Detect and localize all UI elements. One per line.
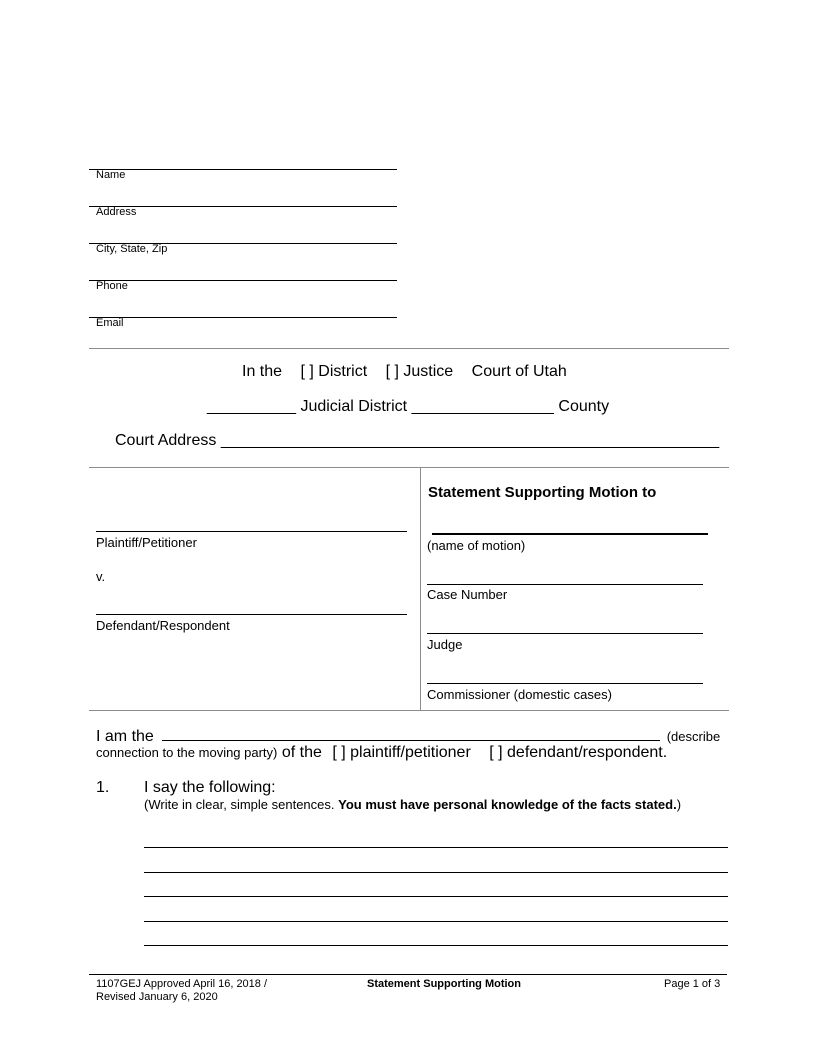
judge-line[interactable] — [427, 633, 703, 634]
caption-top-border — [89, 467, 729, 468]
in-the-text: In the — [242, 363, 283, 380]
instruction-close: ) — [676, 797, 682, 812]
footer-title: Statement Supporting Motion — [367, 978, 521, 990]
case-number-label: Case Number — [427, 587, 508, 602]
phone-label: Phone — [96, 280, 128, 292]
document-title: Statement Supporting Motion to — [428, 484, 657, 501]
name-of-motion-label: (name of motion) — [427, 538, 526, 553]
commissioner-line[interactable] — [427, 683, 703, 684]
footer-revised: Revised January 6, 2020 — [96, 991, 218, 1003]
city-label: City, State, Zip — [96, 243, 168, 255]
judge-label: Judge — [427, 637, 463, 652]
footer-page-number: Page 1 of 3 — [664, 978, 721, 990]
answer-line[interactable] — [144, 945, 728, 946]
court-of-utah: Court of Utah — [471, 363, 567, 380]
plaintiff-line[interactable] — [96, 531, 407, 532]
footer-form-id: 1107GEJ Approved April 16, 2018 / — [96, 978, 268, 990]
item-heading: I say the following: — [144, 779, 276, 796]
name-label: Name — [96, 169, 126, 181]
case-number-line[interactable] — [427, 584, 703, 585]
judicial-district-line — [207, 398, 609, 416]
answer-line[interactable] — [144, 921, 728, 922]
motion-name-line[interactable] — [432, 533, 708, 535]
i-am-the-text: I am the — [96, 728, 154, 745]
court-address-line — [115, 432, 719, 450]
county-text: County — [558, 398, 610, 415]
plaintiff-checkbox[interactable]: [ ] plaintiff/petitioner — [332, 744, 471, 761]
relationship-blank[interactable] — [162, 726, 660, 741]
district-checkbox[interactable]: [ ] District — [300, 363, 368, 380]
court-line — [242, 363, 567, 381]
phone-line[interactable] — [89, 280, 397, 281]
instruction-plain: (Write in clear, simple sentences. — [144, 797, 335, 812]
answer-line[interactable] — [144, 847, 728, 848]
instruction-bold: You must have personal knowledge of the facts stated. — [338, 797, 677, 812]
court-address-label: Court Address — [115, 432, 217, 449]
instruction-text — [144, 797, 681, 812]
versus-text: v. — [96, 569, 106, 584]
defendant-checkbox[interactable]: [ ] defendant/respondent. — [489, 744, 668, 761]
party-line — [96, 744, 667, 762]
judicial-district-blank[interactable]: __________ — [207, 398, 296, 415]
address-label: Address — [96, 206, 137, 218]
court-address-blank[interactable]: ________________________________________________________ — [220, 432, 720, 449]
defendant-label: Defendant/Respondent — [96, 618, 230, 633]
email-line[interactable] — [89, 317, 397, 318]
answer-line[interactable] — [144, 896, 728, 897]
county-blank[interactable]: ________________ — [411, 398, 554, 415]
justice-checkbox[interactable]: [ ] Justice — [385, 363, 454, 380]
email-label: Email — [96, 317, 124, 329]
describe-text: (describe — [666, 729, 721, 744]
caption-vertical-divider — [420, 467, 421, 710]
judicial-district-text: Judicial District — [300, 398, 408, 415]
caption-bottom-border — [89, 710, 729, 711]
of-the-text: of the — [281, 744, 322, 761]
section-divider-top — [89, 348, 729, 349]
item-number: 1. — [96, 779, 110, 796]
connection-text: connection to the moving party) — [96, 745, 278, 760]
footer-rule — [89, 974, 727, 975]
i-am-the-line — [96, 726, 720, 746]
commissioner-label: Commissioner (domestic cases) — [427, 687, 612, 702]
plaintiff-label: Plaintiff/Petitioner — [96, 535, 197, 550]
answer-line[interactable] — [144, 872, 728, 873]
defendant-line[interactable] — [96, 614, 407, 615]
name-line[interactable] — [89, 169, 397, 170]
